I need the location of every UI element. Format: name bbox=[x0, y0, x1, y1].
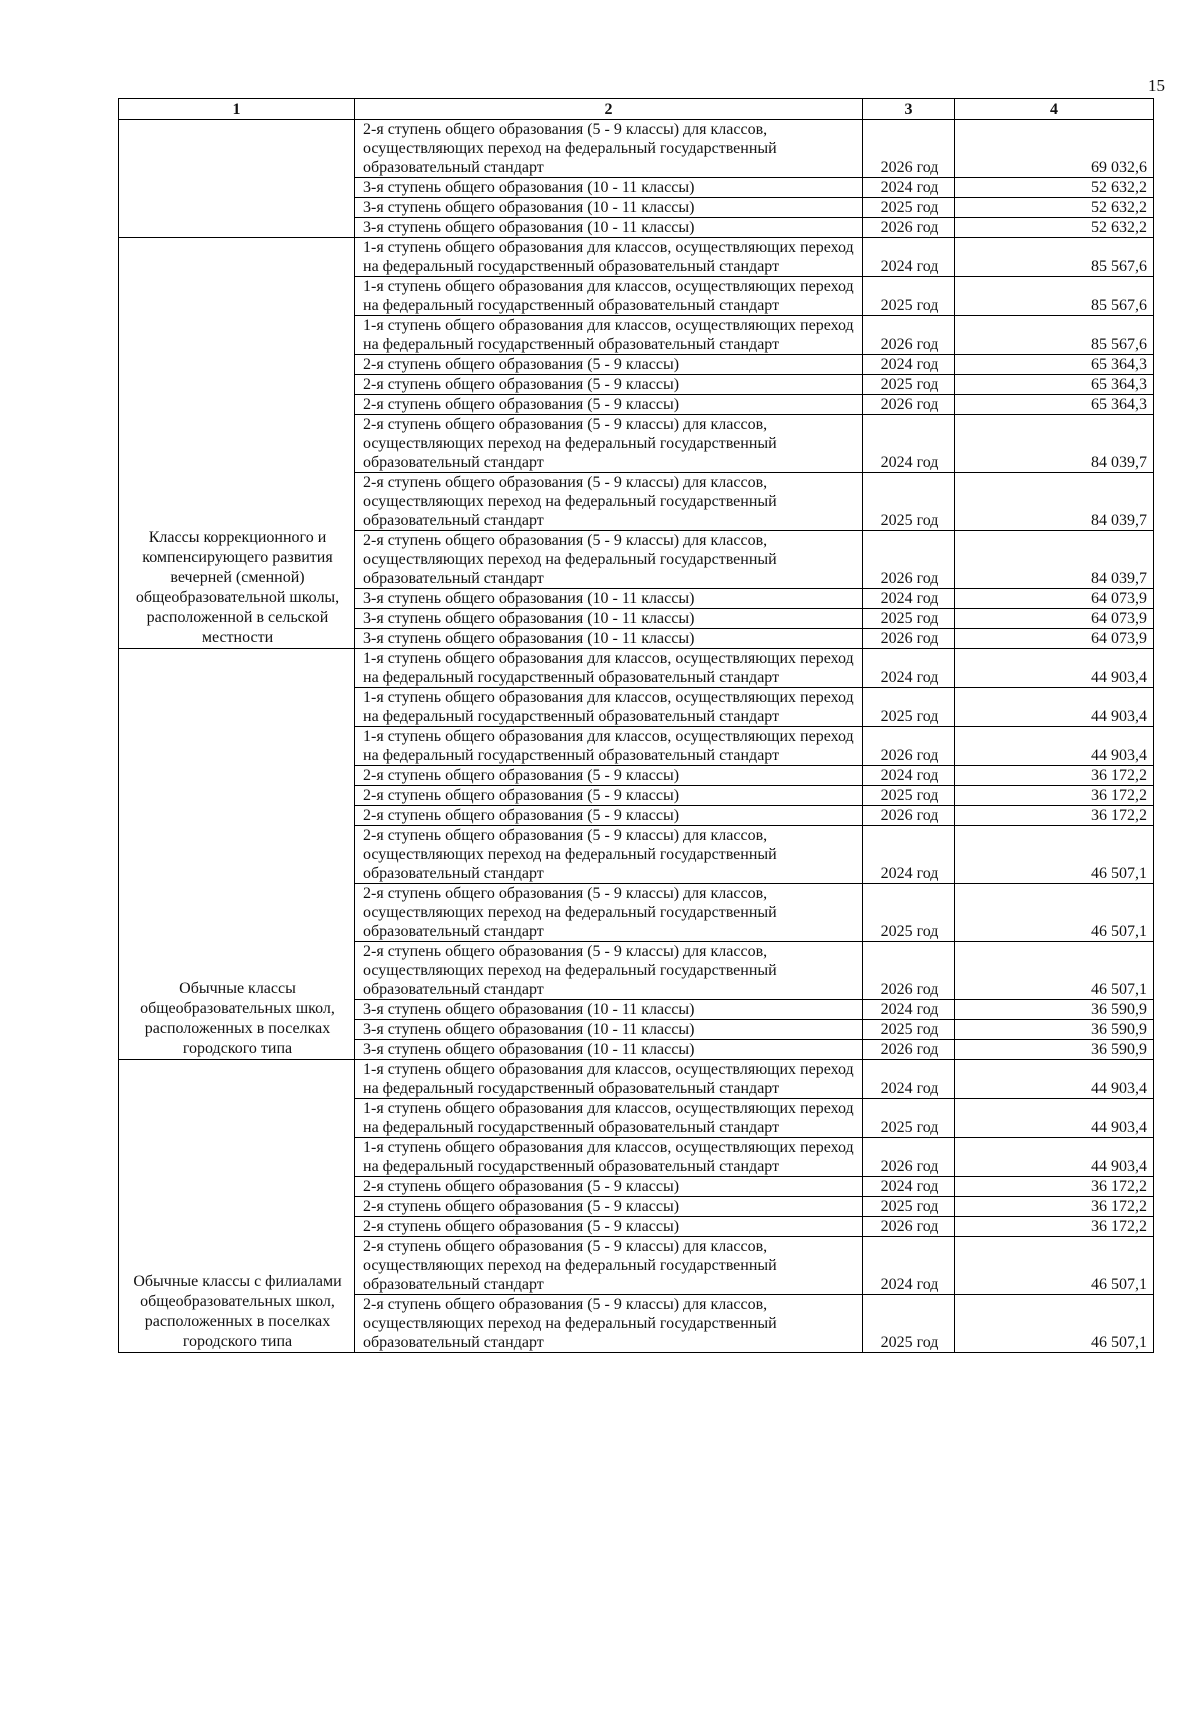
education-level-cell: 1-я ступень общего образования для классов, осуществляющих переход на федеральный государственный образовательный стандарт bbox=[355, 1060, 863, 1099]
column-header-1: 1 bbox=[119, 99, 355, 120]
amount-cell: 85 567,6 bbox=[955, 277, 1154, 316]
education-level-cell: 2-я ступень общего образования (5 - 9 классы) bbox=[355, 355, 863, 375]
year-cell: 2024 год bbox=[863, 415, 955, 473]
amount-cell: 65 364,3 bbox=[955, 355, 1154, 375]
year-cell: 2025 год bbox=[863, 473, 955, 531]
page-number: 15 bbox=[1148, 76, 1165, 95]
category-cell: Обычные классы с филиалами общеобразовательных школ, расположенных в поселках городского типа bbox=[119, 1060, 355, 1353]
education-level-cell: 2-я ступень общего образования (5 - 9 классы) bbox=[355, 766, 863, 786]
amount-cell: 52 632,2 bbox=[955, 178, 1154, 198]
year-cell: 2024 год bbox=[863, 1000, 955, 1020]
year-cell: 2024 год bbox=[863, 355, 955, 375]
amount-cell: 84 039,7 bbox=[955, 473, 1154, 531]
amount-cell: 46 507,1 bbox=[955, 1237, 1154, 1295]
year-cell: 2026 год bbox=[863, 1040, 955, 1060]
table-row bbox=[119, 120, 1154, 178]
year-cell: 2024 год bbox=[863, 1060, 955, 1099]
year-cell: 2024 год bbox=[863, 1237, 955, 1295]
education-level-cell: 3-я ступень общего образования (10 - 11 классы) bbox=[355, 1040, 863, 1060]
amount-cell: 44 903,4 bbox=[955, 688, 1154, 727]
year-cell: 2026 год bbox=[863, 120, 955, 178]
table-body bbox=[119, 120, 1154, 1353]
amount-cell: 65 364,3 bbox=[955, 395, 1154, 415]
amount-cell: 44 903,4 bbox=[955, 1099, 1154, 1138]
amount-cell: 44 903,4 bbox=[955, 727, 1154, 766]
education-level-cell: 1-я ступень общего образования для классов, осуществляющих переход на федеральный государственный образовательный стандарт bbox=[355, 316, 863, 355]
amount-cell: 46 507,1 bbox=[955, 826, 1154, 884]
education-level-cell: 3-я ступень общего образования (10 - 11 классы) bbox=[355, 218, 863, 238]
amount-cell: 36 172,2 bbox=[955, 1177, 1154, 1197]
amount-cell: 64 073,9 bbox=[955, 609, 1154, 629]
year-cell: 2024 год bbox=[863, 589, 955, 609]
amount-cell: 52 632,2 bbox=[955, 198, 1154, 218]
column-header-3: 3 bbox=[863, 99, 955, 120]
education-level-cell: 2-я ступень общего образования (5 - 9 классы) для классов, осуществляющих переход на федеральный государственный образовательный стандарт bbox=[355, 1237, 863, 1295]
year-cell: 2024 год bbox=[863, 178, 955, 198]
tariff-table bbox=[118, 98, 1154, 1353]
amount-cell: 44 903,4 bbox=[955, 1060, 1154, 1099]
amount-cell: 69 032,6 bbox=[955, 120, 1154, 178]
year-cell: 2026 год bbox=[863, 1138, 955, 1177]
amount-cell: 36 172,2 bbox=[955, 1217, 1154, 1237]
education-level-cell: 3-я ступень общего образования (10 - 11 классы) bbox=[355, 629, 863, 649]
year-cell: 2024 год bbox=[863, 238, 955, 277]
education-level-cell: 3-я ступень общего образования (10 - 11 классы) bbox=[355, 609, 863, 629]
amount-cell: 44 903,4 bbox=[955, 1138, 1154, 1177]
education-level-cell: 2-я ступень общего образования (5 - 9 классы) bbox=[355, 1177, 863, 1197]
year-cell: 2026 год bbox=[863, 1217, 955, 1237]
education-level-cell: 2-я ступень общего образования (5 - 9 классы) для классов, осуществляющих переход на федеральный государственный образовательный стандарт bbox=[355, 473, 863, 531]
table-header-row bbox=[119, 99, 1154, 120]
year-cell: 2024 год bbox=[863, 1177, 955, 1197]
year-cell: 2026 год bbox=[863, 806, 955, 826]
year-cell: 2025 год bbox=[863, 1197, 955, 1217]
year-cell: 2025 год bbox=[863, 609, 955, 629]
education-level-cell: 2-я ступень общего образования (5 - 9 классы) bbox=[355, 1197, 863, 1217]
amount-cell: 46 507,1 bbox=[955, 942, 1154, 1000]
amount-cell: 85 567,6 bbox=[955, 238, 1154, 277]
year-cell: 2025 год bbox=[863, 1295, 955, 1353]
education-level-cell: 2-я ступень общего образования (5 - 9 классы) для классов, осуществляющих переход на федеральный государственный образовательный стандарт bbox=[355, 826, 863, 884]
category-cell bbox=[119, 120, 355, 238]
education-level-cell: 1-я ступень общего образования для классов, осуществляющих переход на федеральный государственный образовательный стандарт bbox=[355, 688, 863, 727]
education-level-cell: 2-я ступень общего образования (5 - 9 классы) для классов, осуществляющих переход на федеральный государственный образовательный стандарт bbox=[355, 531, 863, 589]
education-level-cell: 3-я ступень общего образования (10 - 11 классы) bbox=[355, 198, 863, 218]
column-header-4: 4 bbox=[955, 99, 1154, 120]
year-cell: 2025 год bbox=[863, 786, 955, 806]
amount-cell: 36 590,9 bbox=[955, 1000, 1154, 1020]
education-level-cell: 2-я ступень общего образования (5 - 9 классы) для классов, осуществляющих переход на федеральный государственный образовательный стандарт bbox=[355, 1295, 863, 1353]
education-level-cell: 1-я ступень общего образования для классов, осуществляющих переход на федеральный государственный образовательный стандарт bbox=[355, 727, 863, 766]
education-level-cell: 3-я ступень общего образования (10 - 11 классы) bbox=[355, 1020, 863, 1040]
amount-cell: 36 590,9 bbox=[955, 1040, 1154, 1060]
education-level-cell: 2-я ступень общего образования (5 - 9 классы) для классов, осуществляющих переход на федеральный государственный образовательный стандарт bbox=[355, 884, 863, 942]
amount-cell: 52 632,2 bbox=[955, 218, 1154, 238]
amount-cell: 84 039,7 bbox=[955, 531, 1154, 589]
category-cell: Обычные классы общеобразовательных школ, расположенных в поселках городского типа bbox=[119, 649, 355, 1060]
amount-cell: 46 507,1 bbox=[955, 1295, 1154, 1353]
education-level-cell: 2-я ступень общего образования (5 - 9 классы) bbox=[355, 786, 863, 806]
year-cell: 2025 год bbox=[863, 688, 955, 727]
year-cell: 2025 год bbox=[863, 1099, 955, 1138]
amount-cell: 36 172,2 bbox=[955, 806, 1154, 826]
education-level-cell: 3-я ступень общего образования (10 - 11 классы) bbox=[355, 178, 863, 198]
amount-cell: 64 073,9 bbox=[955, 589, 1154, 609]
education-level-cell: 2-я ступень общего образования (5 - 9 классы) для классов, осуществляющих переход на федеральный государственный образовательный стандарт bbox=[355, 415, 863, 473]
table-row bbox=[119, 1060, 1154, 1099]
year-cell: 2024 год bbox=[863, 826, 955, 884]
amount-cell: 46 507,1 bbox=[955, 884, 1154, 942]
year-cell: 2026 год bbox=[863, 942, 955, 1000]
amount-cell: 64 073,9 bbox=[955, 629, 1154, 649]
table-row bbox=[119, 238, 1154, 277]
year-cell: 2026 год bbox=[863, 395, 955, 415]
amount-cell: 36 172,2 bbox=[955, 786, 1154, 806]
education-level-cell: 1-я ступень общего образования для классов, осуществляющих переход на федеральный государственный образовательный стандарт bbox=[355, 238, 863, 277]
year-cell: 2026 год bbox=[863, 727, 955, 766]
year-cell: 2024 год bbox=[863, 766, 955, 786]
education-level-cell: 3-я ступень общего образования (10 - 11 классы) bbox=[355, 1000, 863, 1020]
education-level-cell: 1-я ступень общего образования для классов, осуществляющих переход на федеральный государственный образовательный стандарт bbox=[355, 1138, 863, 1177]
amount-cell: 65 364,3 bbox=[955, 375, 1154, 395]
year-cell: 2025 год bbox=[863, 1020, 955, 1040]
year-cell: 2025 год bbox=[863, 198, 955, 218]
category-cell: Классы коррекционного и компенсирующего развития вечерней (сменной) общеобразовательной школы, расположенной в сельской местности bbox=[119, 238, 355, 649]
column-header-2: 2 bbox=[355, 99, 863, 120]
amount-cell: 85 567,6 bbox=[955, 316, 1154, 355]
year-cell: 2026 год bbox=[863, 629, 955, 649]
year-cell: 2025 год bbox=[863, 277, 955, 316]
amount-cell: 36 590,9 bbox=[955, 1020, 1154, 1040]
year-cell: 2026 год bbox=[863, 316, 955, 355]
amount-cell: 84 039,7 bbox=[955, 415, 1154, 473]
education-level-cell: 2-я ступень общего образования (5 - 9 классы) для классов, осуществляющих переход на федеральный государственный образовательный стандарт bbox=[355, 942, 863, 1000]
amount-cell: 44 903,4 bbox=[955, 649, 1154, 688]
education-level-cell: 2-я ступень общего образования (5 - 9 классы) bbox=[355, 1217, 863, 1237]
education-level-cell: 2-я ступень общего образования (5 - 9 классы) bbox=[355, 395, 863, 415]
year-cell: 2025 год bbox=[863, 375, 955, 395]
education-level-cell: 1-я ступень общего образования для классов, осуществляющих переход на федеральный государственный образовательный стандарт bbox=[355, 649, 863, 688]
year-cell: 2025 год bbox=[863, 884, 955, 942]
year-cell: 2026 год bbox=[863, 218, 955, 238]
education-level-cell: 1-я ступень общего образования для классов, осуществляющих переход на федеральный государственный образовательный стандарт bbox=[355, 277, 863, 316]
education-level-cell: 2-я ступень общего образования (5 - 9 классы) для классов, осуществляющих переход на федеральный государственный образовательный стандарт bbox=[355, 120, 863, 178]
amount-cell: 36 172,2 bbox=[955, 1197, 1154, 1217]
table-row bbox=[119, 649, 1154, 688]
amount-cell: 36 172,2 bbox=[955, 766, 1154, 786]
year-cell: 2024 год bbox=[863, 649, 955, 688]
education-level-cell: 2-я ступень общего образования (5 - 9 классы) bbox=[355, 806, 863, 826]
education-level-cell: 1-я ступень общего образования для классов, осуществляющих переход на федеральный государственный образовательный стандарт bbox=[355, 1099, 863, 1138]
education-level-cell: 3-я ступень общего образования (10 - 11 классы) bbox=[355, 589, 863, 609]
year-cell: 2026 год bbox=[863, 531, 955, 589]
education-level-cell: 2-я ступень общего образования (5 - 9 классы) bbox=[355, 375, 863, 395]
